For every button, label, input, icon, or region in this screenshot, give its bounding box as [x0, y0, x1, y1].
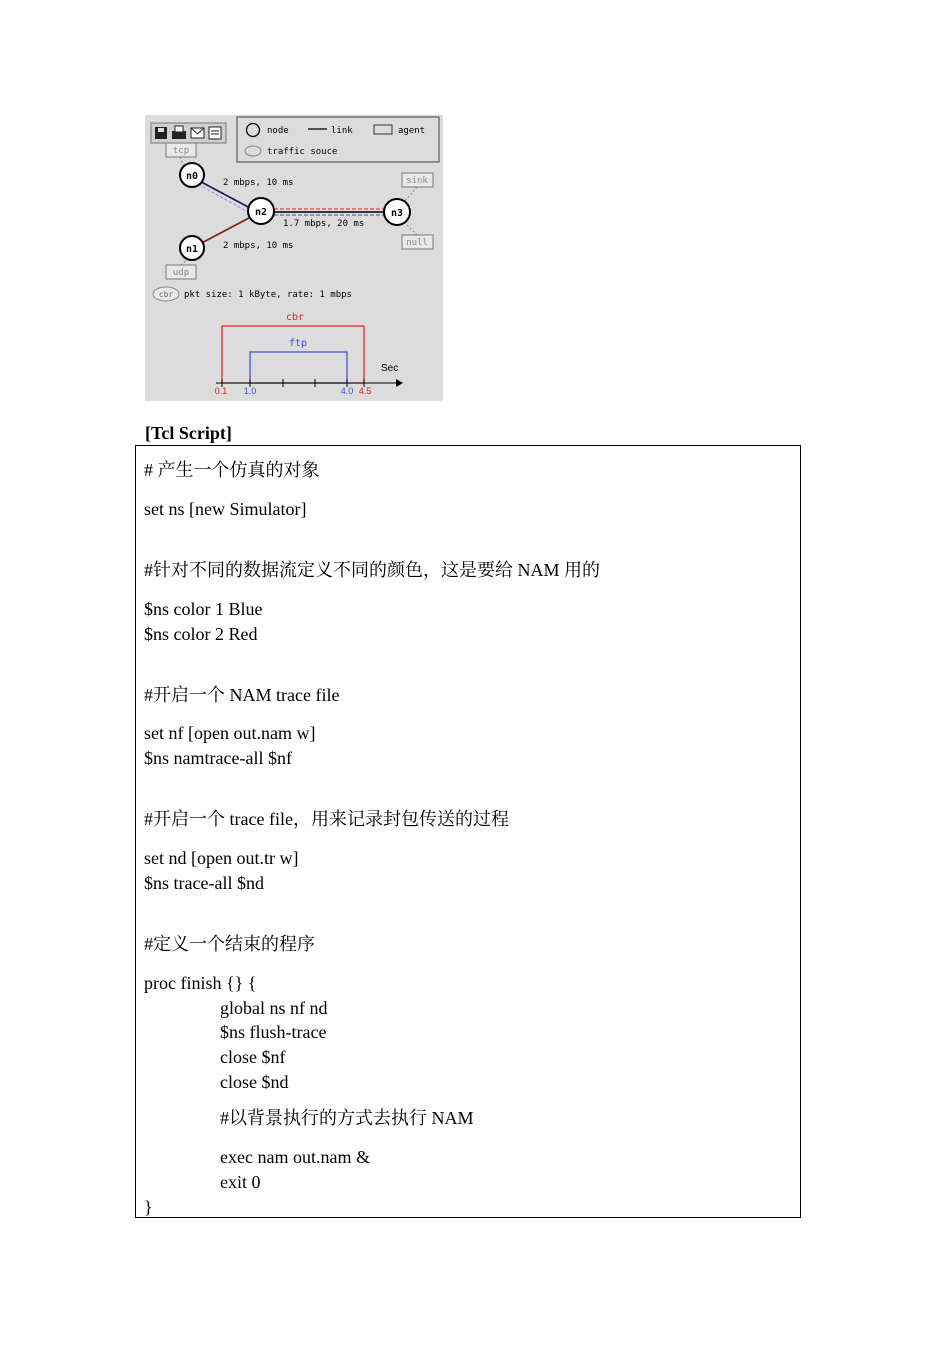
link-label-n0-n2: 2 mbps, 10 ms [223, 178, 294, 188]
agent-udp [166, 265, 196, 279]
network-topology-figure [145, 115, 443, 401]
code-line: set nd [open out.tr w] [144, 848, 299, 868]
code-line: $ns flush-trace [220, 1022, 327, 1042]
svg-text:tcp: tcp [172, 146, 190, 156]
svg-text:sink: sink [406, 176, 428, 186]
ftp-interval [250, 352, 347, 383]
code-line: $ns color 1 Blue [144, 599, 263, 619]
code-line: set nf [open out.nam w] [144, 723, 316, 743]
code-comment: #开启一个 trace file，用来记录封包传送的过程 [144, 809, 509, 829]
tick-label-1-0: 1.0 [243, 386, 257, 396]
svg-text:n2: n2 [254, 207, 268, 218]
agent-sink [402, 173, 433, 187]
packet-info: pkt size: 1 kByte, rate: 1 mbps [184, 290, 352, 300]
code-line: } [144, 1197, 153, 1217]
legend-link-label: link [331, 126, 353, 136]
code-line: exec nam out.nam & [220, 1147, 370, 1167]
node-n3 [384, 199, 410, 225]
code-line: $ns color 2 Red [144, 624, 258, 644]
tick-label-4-0: 4.0 [340, 386, 354, 396]
code-line: close $nf [220, 1047, 286, 1067]
toolbar [151, 123, 226, 143]
mail-icon[interactable] [191, 128, 204, 138]
svg-text:n0: n0 [185, 171, 199, 182]
tcl-script-box [135, 445, 801, 1218]
tick-label-0-1: 0.1 [214, 386, 228, 396]
svg-text:null: null [406, 238, 428, 248]
document-icon[interactable] [209, 127, 221, 139]
svg-text:cbr: cbr [158, 290, 174, 299]
code-line: $ns trace-all $nd [144, 873, 264, 893]
code-line: proc finish {} { [144, 973, 257, 993]
traffic-source-cbr [153, 287, 179, 301]
code-line: $ns namtrace-all $nf [144, 748, 292, 768]
code-comment: #针对不同的数据流定义不同的颜色，这是要给 NAM 用的 [144, 560, 601, 580]
legend-agent-label: agent [398, 126, 426, 136]
traffic-timeline [215, 312, 403, 396]
agent-null [402, 235, 433, 249]
time-axis-unit: Sec [381, 363, 399, 374]
node-n2 [248, 198, 274, 224]
cbr-interval [222, 326, 364, 383]
legend [237, 117, 439, 162]
svg-text:n1: n1 [185, 244, 199, 255]
agent-tcp [166, 143, 196, 157]
tick-label-4-5: 4.5 [358, 386, 372, 396]
code-comment: # 产生一个仿真的对象 [144, 460, 320, 480]
code-line: close $nd [220, 1072, 289, 1092]
code-line: set ns [new Simulator] [144, 499, 307, 519]
code-comment: #定义一个结束的程序 [144, 934, 315, 954]
svg-text:udp: udp [172, 268, 190, 278]
ftp-interval-label: ftp [288, 338, 308, 349]
node-n0 [180, 163, 204, 187]
link-label-n2-n3: 1.7 mbps, 20 ms [283, 219, 365, 229]
traffic-source-legend-symbol [245, 146, 261, 156]
code-line: exit 0 [220, 1172, 261, 1192]
agent-legend-symbol [374, 125, 392, 134]
cbr-interval-label: cbr [285, 312, 305, 323]
code-comment: #以背景执行的方式去执行 NAM [220, 1108, 474, 1128]
code-comment: #开启一个 NAM trace file [144, 685, 340, 705]
svg-text:n3: n3 [390, 208, 404, 219]
code-line: global ns nf nd [220, 998, 328, 1018]
section-heading: [Tcl Script] [145, 423, 232, 443]
topology-diagram [145, 115, 443, 401]
link-label-n1-n2: 2 mbps, 10 ms [223, 241, 294, 251]
legend-node-label: node [267, 126, 289, 136]
node-n1 [180, 236, 204, 260]
node-legend-symbol [247, 124, 260, 137]
save-icon[interactable] [155, 127, 167, 139]
legend-traffic-source-label: traffic souce [267, 147, 338, 157]
